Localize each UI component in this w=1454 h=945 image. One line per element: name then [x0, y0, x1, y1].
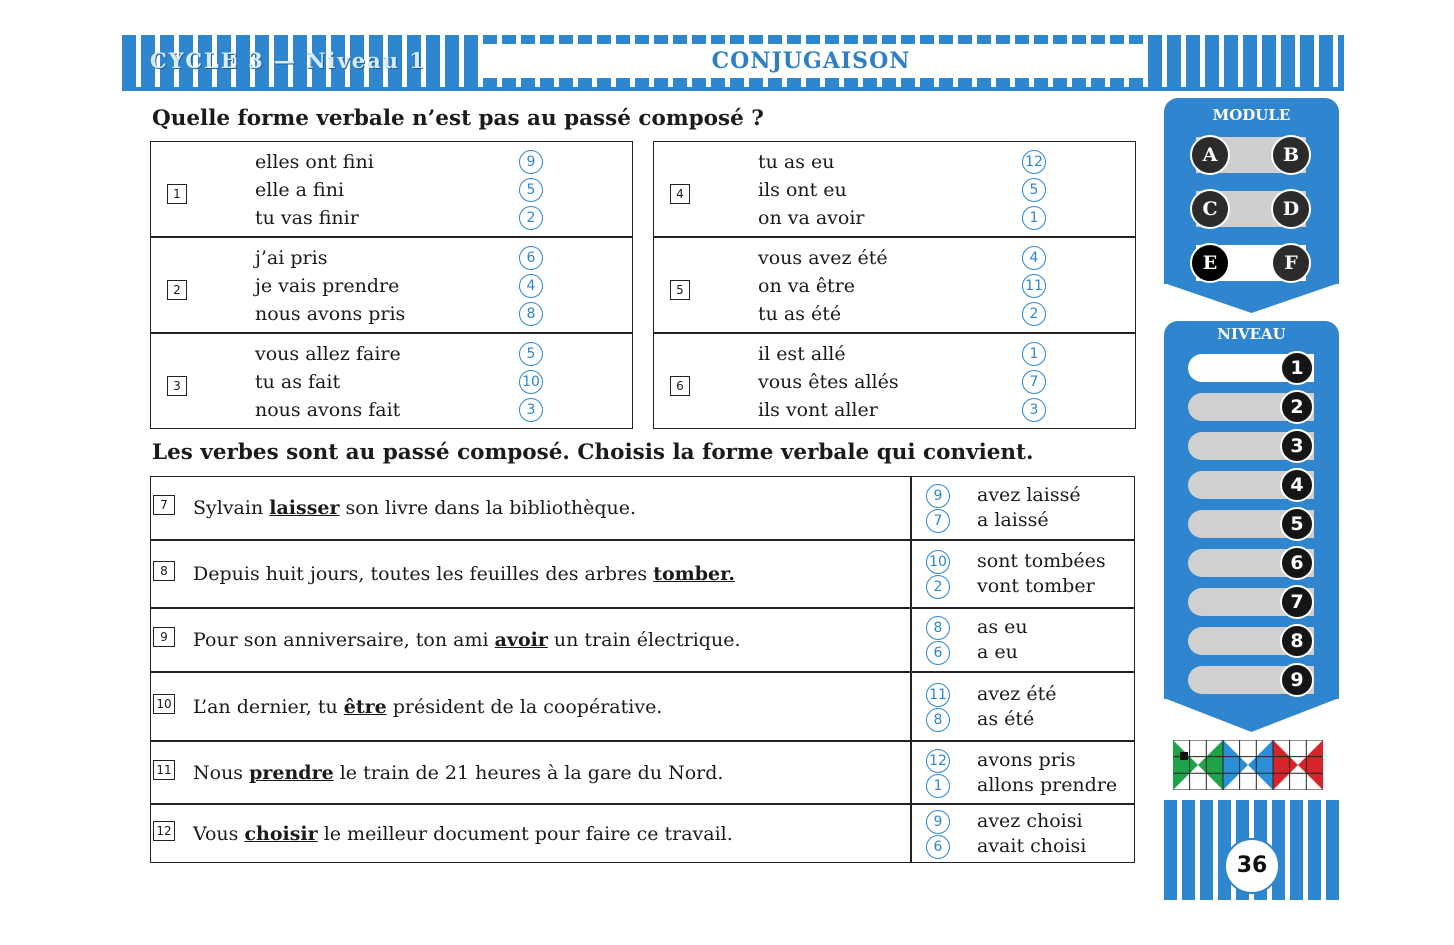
exercise1-table-left — [150, 141, 633, 429]
niveau-level-2[interactable]: 2 — [1280, 390, 1314, 424]
exercise2-item — [151, 671, 1134, 740]
choice-text: vont tomber — [977, 575, 1095, 597]
niveau-level-4[interactable]: 4 — [1280, 468, 1314, 502]
item-number: 8 — [153, 561, 175, 581]
module-button-f[interactable]: F — [1271, 243, 1311, 283]
item-number: 10 — [153, 694, 175, 714]
choice-text: avait choisi — [977, 834, 1087, 857]
choice-code[interactable]: 9 — [926, 484, 950, 508]
choice-code[interactable]: 2 — [926, 575, 950, 599]
exercise1-item — [654, 332, 1135, 428]
item-number: 6 — [670, 376, 690, 396]
infinitive-verb: choisir — [244, 822, 318, 845]
item-number: 3 — [167, 376, 187, 396]
exercise1-instruction: Quelle forme verbale n’est pas au passé composé ? — [152, 106, 764, 131]
option-text: tu as été — [758, 303, 842, 325]
module-button-e[interactable]: E — [1190, 243, 1230, 283]
option-code[interactable]: 2 — [519, 206, 543, 230]
choice-text: avez été — [977, 682, 1057, 705]
option-text: il est allé — [758, 343, 846, 365]
option-text: tu as fait — [255, 371, 341, 393]
sentence-end: le meilleur document pour faire ce travail. — [317, 822, 733, 845]
column-divider — [910, 805, 912, 862]
option-code[interactable]: 7 — [1022, 370, 1046, 394]
niveau-level-5[interactable]: 5 — [1280, 507, 1314, 541]
exercise1-item — [151, 332, 632, 428]
option-code[interactable]: 5 — [519, 342, 543, 366]
choice-text: avons pris — [977, 748, 1076, 771]
module-button-b[interactable]: B — [1271, 135, 1311, 175]
option-text: je vais prendre — [255, 275, 400, 297]
column-divider — [910, 609, 912, 671]
color-code-pattern — [1173, 740, 1323, 790]
option-text: elles ont fini — [255, 151, 374, 173]
module-label: MODULE — [1212, 106, 1291, 124]
choice-code[interactable]: 11 — [926, 683, 950, 707]
infinitive-verb: laisser — [269, 497, 340, 519]
page-number: 36 — [1224, 838, 1280, 894]
item-number: 12 — [153, 821, 175, 841]
item-number: 4 — [670, 184, 690, 204]
module-button-a[interactable]: A — [1190, 135, 1230, 175]
option-code[interactable]: 5 — [519, 178, 543, 202]
option-text: on va être — [758, 275, 856, 297]
exercise1-item — [151, 142, 632, 236]
exercise1-item — [654, 236, 1135, 332]
option-code[interactable]: 12 — [1022, 150, 1046, 174]
cycle-label: CYCLE 3 — Niveau 1 — [150, 48, 426, 73]
choice-text: allons prendre — [977, 773, 1118, 796]
choice-code[interactable]: 8 — [926, 708, 950, 732]
choice-code[interactable]: 6 — [926, 641, 950, 665]
option-code[interactable]: 2 — [1022, 302, 1046, 326]
choice-text: sont tombées — [977, 550, 1106, 572]
choice-code[interactable]: 10 — [926, 550, 950, 574]
niveau-level-7[interactable]: 7 — [1280, 585, 1314, 619]
item-number: 11 — [153, 760, 175, 780]
item-number: 7 — [153, 495, 175, 515]
exercise2-item — [151, 477, 1134, 539]
niveau-level-3[interactable]: 3 — [1280, 429, 1314, 463]
sentence-start: Pour son anniversaire, ton ami — [193, 629, 495, 651]
item-number: 5 — [670, 280, 690, 300]
column-divider — [910, 673, 912, 740]
column-divider — [910, 541, 912, 607]
module-panel-tip — [1164, 283, 1339, 313]
option-text: ils ont eu — [758, 179, 847, 201]
option-text: vous allez faire — [255, 343, 401, 365]
choice-code[interactable]: 9 — [926, 810, 950, 834]
choice-text: a eu — [977, 641, 1018, 663]
sentence — [193, 762, 723, 784]
niveau-level-6[interactable]: 6 — [1280, 546, 1314, 580]
infinitive-verb: prendre — [249, 761, 334, 784]
infinitive-verb: tomber. — [653, 563, 736, 585]
option-text: ils vont aller — [758, 399, 878, 421]
niveau-level-1[interactable]: 1 — [1280, 351, 1314, 385]
infinitive-verb: être — [343, 695, 387, 718]
choice-code[interactable]: 7 — [926, 509, 950, 533]
option-code[interactable]: 3 — [1022, 398, 1046, 422]
option-code[interactable]: 6 — [519, 246, 543, 270]
option-text: tu vas finir — [255, 207, 359, 229]
option-text: nous avons fait — [255, 399, 401, 421]
sentence-end: son livre dans la bibliothèque. — [339, 497, 637, 519]
option-code[interactable]: 8 — [519, 302, 543, 326]
exercise1-table-right — [653, 141, 1136, 429]
choice-code[interactable]: 12 — [926, 749, 950, 773]
sentence — [193, 629, 741, 651]
option-text: vous avez été — [758, 247, 888, 269]
exercise2-item — [151, 803, 1134, 862]
choice-text: as eu — [977, 616, 1028, 638]
sentence — [193, 497, 636, 519]
choice-code[interactable]: 1 — [926, 774, 950, 798]
option-text: nous avons pris — [255, 303, 406, 325]
sentence-end: président de la coopérative. — [386, 695, 663, 718]
item-number: 9 — [153, 627, 175, 647]
module-button-c[interactable]: C — [1190, 189, 1230, 229]
option-code[interactable]: 10 — [519, 370, 543, 394]
exercise1-item — [151, 236, 632, 332]
exercise2-item — [151, 607, 1134, 671]
sentence — [193, 696, 662, 718]
sentence-end: un train électrique. — [547, 629, 741, 651]
option-text: on va avoir — [758, 207, 865, 229]
sentence-start: Nous — [193, 761, 250, 784]
exercise2-item — [151, 740, 1134, 803]
sentence-start: Depuis huit jours, toutes les feuilles des arbres — [193, 563, 654, 585]
option-code[interactable]: 1 — [1022, 342, 1046, 366]
sentence — [193, 823, 733, 845]
option-code[interactable]: 3 — [519, 398, 543, 422]
exercise1-item — [654, 142, 1135, 236]
column-divider — [910, 477, 912, 539]
page-title: CONJUGAISON — [711, 48, 911, 74]
module-button-d[interactable]: D — [1271, 189, 1311, 229]
infinitive-verb: avoir — [494, 629, 548, 651]
sentence — [193, 563, 735, 585]
option-code[interactable]: 4 — [519, 274, 543, 298]
sentence-start: L’an dernier, tu — [193, 695, 344, 718]
option-text: vous êtes allés — [758, 371, 899, 393]
item-number: 1 — [167, 184, 187, 204]
exercise2-instruction: Les verbes sont au passé composé. Choisis la forme verbale qui convient. — [152, 440, 1034, 465]
exercise2-table — [150, 476, 1135, 863]
niveau-level-8[interactable]: 8 — [1280, 624, 1314, 658]
option-code[interactable]: 9 — [519, 150, 543, 174]
niveau-label: NIVEAU — [1217, 325, 1286, 343]
choice-text: avez choisi — [977, 809, 1083, 832]
choice-text: avez laissé — [977, 484, 1081, 506]
choice-text: as été — [977, 707, 1035, 730]
choice-code[interactable]: 6 — [926, 835, 950, 859]
sentence-start: Vous — [193, 822, 245, 845]
sentence-start: Sylvain — [193, 497, 270, 519]
option-text: j’ai pris — [255, 247, 328, 269]
option-code[interactable]: 11 — [1022, 274, 1046, 298]
choice-code[interactable]: 8 — [926, 616, 950, 640]
exercise2-item — [151, 539, 1134, 607]
column-divider — [910, 742, 912, 803]
choice-text: a laissé — [977, 509, 1049, 531]
option-text: tu as eu — [758, 151, 835, 173]
niveau-panel-tip — [1164, 698, 1339, 732]
niveau-level-9[interactable]: 9 — [1280, 663, 1314, 697]
sentence-end: le train de 21 heures à la gare du Nord. — [333, 761, 724, 784]
option-code[interactable]: 1 — [1022, 206, 1046, 230]
option-code[interactable]: 4 — [1022, 246, 1046, 270]
item-number: 2 — [167, 280, 187, 300]
option-text: elle a fini — [255, 179, 345, 201]
option-code[interactable]: 5 — [1022, 178, 1046, 202]
